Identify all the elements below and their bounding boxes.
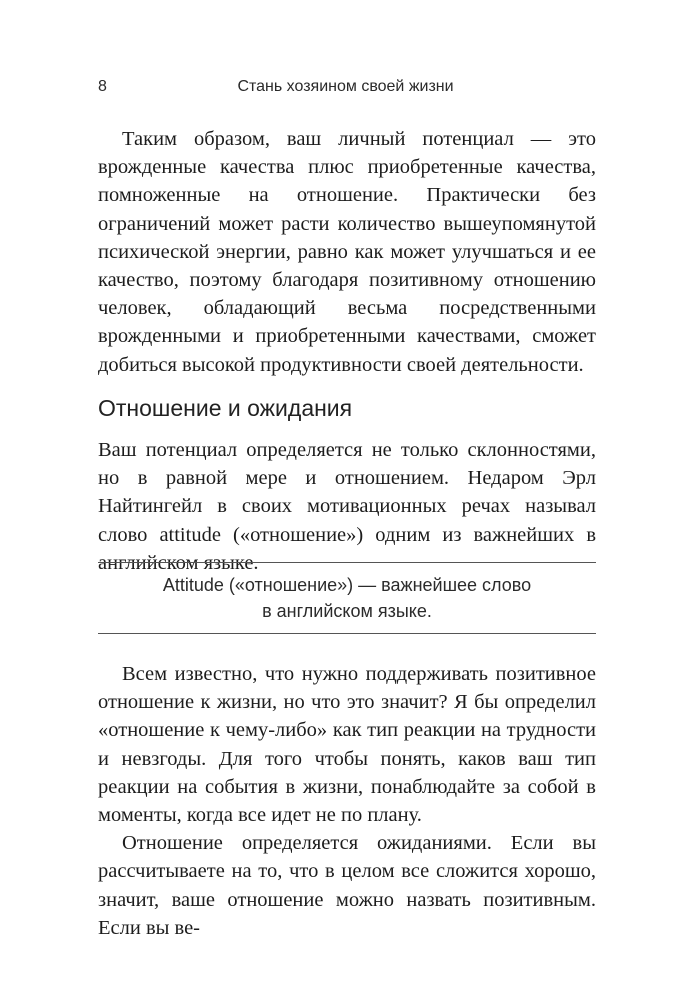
- running-head: [98, 78, 593, 102]
- paragraph-block-2: [98, 436, 596, 577]
- pull-quote: [98, 562, 596, 634]
- paragraph-block-3: [98, 660, 596, 942]
- section-heading: Отношение и ожидания: [98, 395, 353, 421]
- running-title: Стань хозяином своей жизни: [237, 78, 454, 95]
- paragraph: Ваш потенциал определяется не только склонностями, но в равной мере и отношением. Недаром Эрл Найтингейл в своих мотивационных речах называл слово attitude («отношение») одним из важнейших в английском языке.: [98, 439, 596, 574]
- paragraph-block-1: [98, 125, 596, 379]
- page-number: 8: [98, 78, 107, 95]
- pull-quote-line: Attitude («отношение») — важнейшее слово: [162, 575, 532, 595]
- paragraph: Отношение определяется ожиданиями. Если вы рассчитываете на то, что в целом все сложится хорошо, значит, ваше отношение можно назвать позитивным. Если вы ве-: [98, 832, 596, 939]
- pull-quote-line: в английском языке.: [262, 601, 432, 621]
- paragraph: Всем известно, что нужно поддерживать позитивное отношение к жизни, но что это значит? Я бы определил «отношение к чему-либо» как тип реакции на трудности и невзгоды. Для того чтобы понять, каков ваш тип реакции на события в жизни, понаблюдайте за собой в моменты, когда все идет не по плану.: [98, 663, 596, 827]
- paragraph: Таким образом, ваш личный потенциал — это врожденные качества плюс приобретенные качества, помноженные на отношение. Практически без ограничений может расти количество вышеупомянутой психической энергии, равно как может улучшаться и ее качество, поэтому благодаря позитивному отношению человек, обладающий весьма посредственными врожденными и приобретенными качествами, сможет добиться высокой продуктивности своей деятельности.: [98, 128, 596, 376]
